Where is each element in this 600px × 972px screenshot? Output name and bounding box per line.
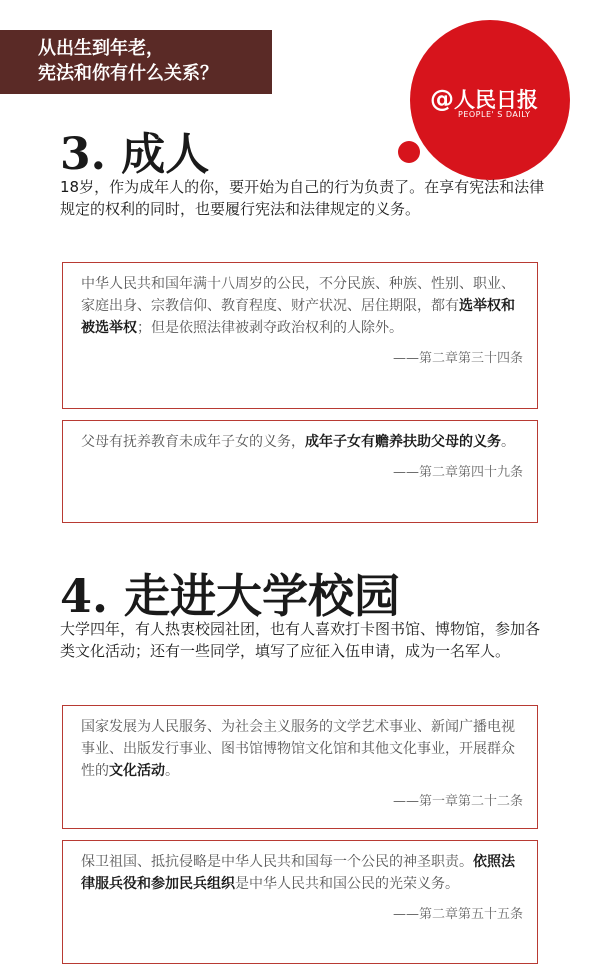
quote-text: 国家发展为人民服务、为社会主义服务的文学艺术事业、新闻广播电视事业、出版发行事业、图书馆博物馆文化馆和其他文化事业，开展群众性的文化活动。 (81, 719, 515, 779)
section-3-title: 3. 成人 (60, 129, 210, 180)
header-title-line1: 从出生到年老， (38, 38, 164, 59)
at-sign-icon: @ (430, 85, 454, 113)
quote-emphasis: 选举权和被选举权 (81, 298, 515, 336)
quote-emphasis: 成年子女有赡养扶助父母的义务 (305, 434, 501, 450)
quote-box (62, 705, 538, 829)
logo-name: 人民日报 (454, 88, 538, 112)
logo-subtitle: PEOPLE' S DAILY (458, 110, 531, 119)
quote-emphasis: 依照法律服兵役和参加民兵组织 (81, 854, 515, 892)
section-4-title: 4. 走进大学校园 (60, 569, 401, 623)
quote-emphasis: 文化活动 (109, 763, 165, 779)
header-title-line2: 宪法和你有什么关系？ (38, 63, 218, 84)
quote-source: ——第二章第五十五条 (392, 907, 523, 922)
section-3-intro: 18岁，作为成年人的你，要开始为自己的行为负责了。在享有宪法和法律规定的权利的同时，也要履行宪法和法律规定的义务。 (60, 178, 545, 218)
quote-text: 中华人民共和国年满十八周岁的公民，不分民族、种族、性别、职业、家庭出身、宗教信仰、教育程度、财产状况、居住期限，都有选举权和被选举权；但是依照法律被剥夺政治权利的人除外。 (81, 276, 515, 336)
quote-source: ——第二章第三十四条 (392, 351, 523, 366)
header-band (0, 30, 272, 94)
section-4-intro: 大学四年，有人热衷校园社团，也有人喜欢打卡图书馆、博物馆，参加各类文化活动；还有一些同学，填写了应征入伍申请，成为一名军人。 (60, 620, 541, 660)
quote-box (62, 420, 538, 523)
quote-text: 保卫祖国、抵抗侵略是中华人民共和国每一个公民的神圣职责。依照法律服兵役和参加民兵组织是中华人民共和国公民的光荣义务。 (81, 854, 515, 892)
quote-source: ——第一章第二十二条 (392, 794, 523, 809)
quote-text: 父母有抚养教育未成年子女的义务，成年子女有赡养扶助父母的义务。 (81, 434, 515, 450)
quote-source: ——第二章第四十九条 (392, 465, 523, 480)
quote-box (62, 262, 538, 409)
logo-small-dot (398, 141, 420, 163)
quote-box (62, 840, 538, 964)
